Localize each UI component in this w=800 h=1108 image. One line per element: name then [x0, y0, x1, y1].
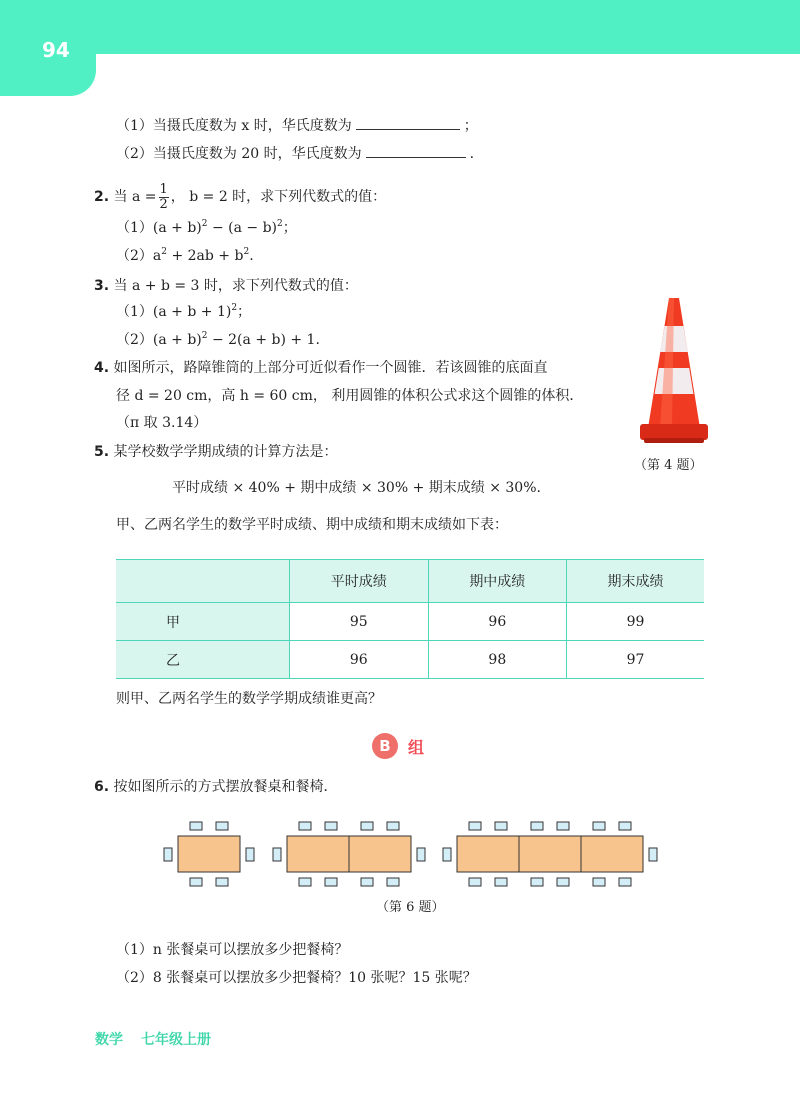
fraction-one-half: $\frac{1}{2}$ [159, 181, 168, 212]
chair [469, 822, 481, 830]
chair [619, 822, 631, 830]
table-row [116, 603, 704, 641]
dining-table [581, 836, 643, 872]
footer [95, 1029, 211, 1049]
table-arrangement-figure [150, 812, 670, 892]
footer-book: 七年级上册 [141, 1032, 211, 1048]
chair [495, 878, 507, 886]
chair [387, 822, 399, 830]
q5-question: 则甲、乙两名学生的数学学期成绩谁更高？ [116, 691, 382, 707]
q4-line3: （π 取 3.14） [116, 415, 208, 431]
chair [469, 878, 481, 886]
chair [557, 878, 569, 886]
q3-part2: $(2)(a + b)^2 - 2(a + b) + 1$. [116, 331, 320, 348]
chair [361, 822, 373, 830]
chair [216, 822, 228, 830]
table-row [116, 641, 704, 679]
score-cell: 99 [567, 603, 704, 641]
chair [299, 878, 311, 886]
chair [387, 878, 399, 886]
q1-part2: （2）当摄氏度数为 20 时，华氏度数为 . [116, 146, 475, 162]
chair [557, 822, 569, 830]
dining-table [349, 836, 411, 872]
chair [649, 848, 657, 861]
dining-table [519, 836, 581, 872]
cone-base-shadow [644, 438, 704, 443]
dining-table [457, 836, 519, 872]
chair [531, 822, 543, 830]
fig4-caption: （第 4 题） [634, 458, 703, 473]
chair [164, 848, 172, 861]
group-b-badge: B [372, 733, 398, 759]
chair [495, 822, 507, 830]
page-number: 94 [42, 38, 70, 62]
cone-stripe-lower [655, 368, 694, 394]
dining-table [287, 836, 349, 872]
q4-line1: 4. 如图所示，路障锥筒的上部分可近似看作一个圆锥．若该圆锥的底面直 [94, 360, 548, 376]
table-header-cell: 平时成绩 [290, 560, 429, 603]
chair [361, 878, 373, 886]
table-header-cell [116, 560, 290, 603]
dining-table [178, 836, 240, 872]
traffic-cone-figure [636, 294, 712, 446]
score-table [116, 559, 704, 679]
chair [190, 878, 202, 886]
chair [325, 878, 337, 886]
score-cell: 96 [290, 641, 429, 679]
chair [417, 848, 425, 861]
fig6-caption: （第 6 题） [376, 900, 445, 915]
q2-stem: 2. 当 a = $\frac{1}{2}$ ， b = 2 时，求下列代数式的值： [94, 181, 387, 212]
q2-part2: $(2)a^2 + 2ab + b^2$. [116, 247, 254, 264]
q5-stem: 5. 某学校数学学期成绩的计算方法是： [94, 444, 338, 460]
cone-stripe-upper [660, 326, 688, 352]
chair [443, 848, 451, 861]
chair [273, 848, 281, 861]
student-name: 甲 [116, 603, 290, 641]
footer-subject: 数学 [95, 1032, 123, 1048]
group-label: 组 [408, 738, 425, 757]
table-header-cell: 期中成绩 [428, 560, 567, 603]
cone-base [640, 424, 708, 440]
chair [619, 878, 631, 886]
chair [216, 878, 228, 886]
q6-part2: （2）8 张餐桌可以摆放多少把餐椅？10 张呢？15 张呢？ [116, 970, 477, 986]
chair [299, 822, 311, 830]
q4-line2: 径 d = 20 cm，高 h = 60 cm， 利用圆锥的体积公式求这个圆锥的体积． [116, 388, 584, 404]
score-cell: 95 [290, 603, 429, 641]
q1-part1: （1）当摄氏度数为 x 时，华氏度数为 ； [116, 118, 478, 134]
chair [325, 822, 337, 830]
table-header-cell: 期末成绩 [567, 560, 704, 603]
header-band [0, 0, 800, 54]
q6-part1: （1）n 张餐桌可以摆放多少把餐椅？ [116, 942, 349, 958]
chair [593, 822, 605, 830]
score-cell: 98 [428, 641, 567, 679]
q5-formula: 平时成绩 × 40% + 期中成绩 × 30% + 期末成绩 × 30%. [172, 480, 541, 496]
chair [246, 848, 254, 861]
student-name: 乙 [116, 641, 290, 679]
cone-body [648, 298, 700, 428]
q5-intro: 甲、乙两名学生的数学平时成绩、期中成绩和期末成绩如下表： [116, 517, 508, 533]
chair [190, 822, 202, 830]
chair [531, 878, 543, 886]
chair [593, 878, 605, 886]
score-cell: 97 [567, 641, 704, 679]
q3-part1: $(1)(a + b + 1)^2$； [116, 303, 252, 320]
q2-part1: $(1)(a + b)^2 - (a - b)^2$； [116, 219, 297, 236]
q3-stem: 3. 当 a + b = 3 时，求下列代数式的值： [94, 278, 358, 294]
q6-stem: 6. 按如图所示的方式摆放餐桌和餐椅． [94, 779, 338, 795]
table-header-row [116, 560, 704, 603]
score-cell: 96 [428, 603, 567, 641]
